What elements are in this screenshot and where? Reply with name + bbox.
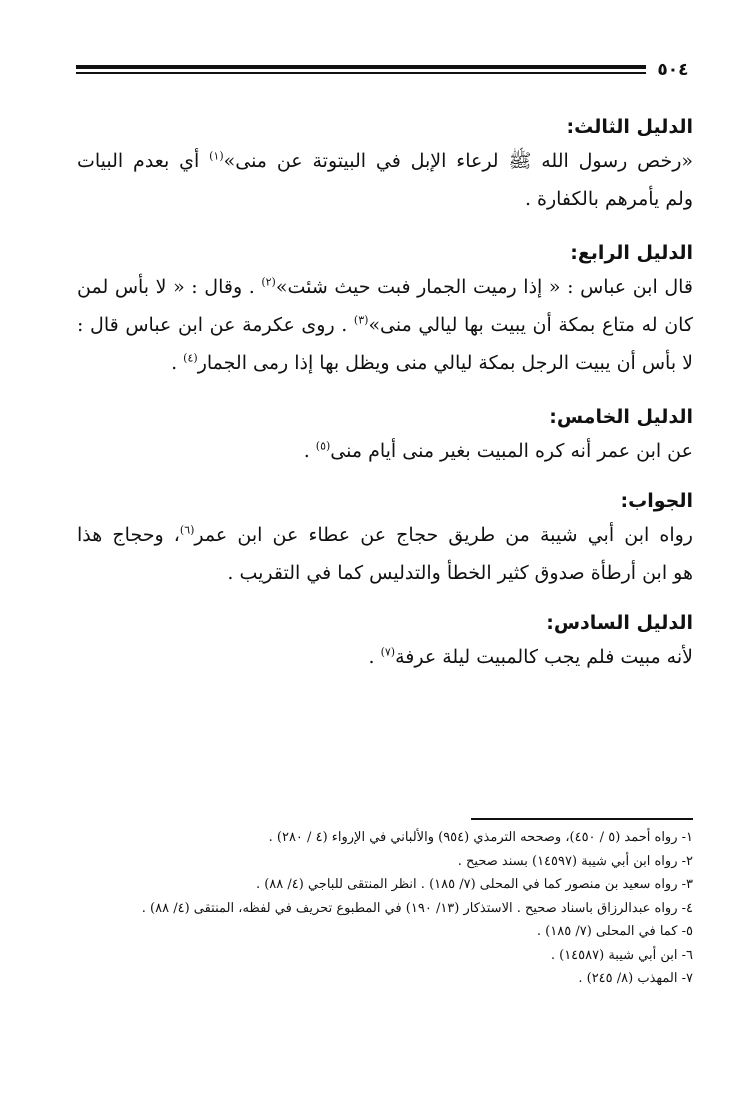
section-heading-answer: الجواب:	[620, 490, 693, 512]
footnote-ref[interactable]: (١)	[209, 149, 224, 163]
footnote-ref[interactable]: (٢)	[261, 275, 276, 289]
section-heading-sixth-evidence: الدليل السادس:	[546, 612, 693, 634]
header-rule-thin	[76, 72, 646, 74]
paragraph-line: هو ابن أرطأة صدوق كثير الخطأ والتدليس كما في التقريب .	[227, 562, 693, 584]
footnotes	[77, 826, 693, 991]
footnote-ref[interactable]: (٥)	[315, 439, 331, 453]
paragraph-line: كان له متاع بمكة أن يبيت بها ليالي منى»$^{(٣)}$ . روى عكرمة عن ابن عباس قال :	[77, 313, 693, 336]
page-number: ٥٠٤	[657, 60, 689, 80]
paragraph-line: لا بأس أن يبيت الرجل بمكة ليالي منى ويظل بها إذا رمى الجمار$^{(٤)}$ .	[171, 351, 693, 374]
header-rule-thick	[76, 65, 646, 69]
page-header	[76, 58, 696, 82]
section-heading-fourth-evidence: الدليل الرابع:	[570, 242, 693, 264]
section-heading-third-evidence: الدليل الثالث:	[566, 116, 693, 138]
footnote-4: ٤- رواه عبدالرزاق باسناد صحيح . الاستذكار (١٣/ ١٩٠) في المطبوع تحريف في لفظه، المنتقى (٤/ ٨٨) .	[141, 900, 693, 916]
footnote-ref[interactable]: (٣)	[353, 313, 369, 327]
footnote-ref[interactable]: (٤)	[183, 351, 198, 365]
paragraph-line: ولم يأمرهم بالكفارة .	[524, 188, 693, 210]
footnote-separator	[471, 818, 693, 820]
footnote-6: ٦- ابن أبي شيبة (١٤٥٨٧) .	[550, 947, 693, 963]
footnote-2: ٢- رواه ابن أبي شيبة (١٤٥٩٧) بسند صحيح .	[457, 853, 693, 869]
footnote-5: ٥- كما في المحلى (٧/ ١٨٥) .	[536, 924, 693, 939]
footnote-ref[interactable]: (٧)	[380, 645, 396, 659]
footnote-3: ٣- رواه سعيد بن منصور كما في المحلى (٧/ ١٨٥) . انظر المنتقى للباجي (٤/ ٨٨) .	[255, 877, 693, 892]
paragraph-line: لأنه مبيت فلم يجب كالمبيت ليلة عرفة$^{(٧)}$ .	[368, 645, 693, 668]
footnote-ref[interactable]: (٦)	[179, 523, 195, 537]
footnote-7: ٧- المهذب (٨/ ٢٤٥) .	[578, 971, 693, 986]
paragraph-line: قال ابن عباس : « إذا رميت الجمار فبت حيث شئت»$^{(٢)}$ . وقال : « لا بأس لمن	[77, 275, 694, 298]
section-heading-fifth-evidence: الدليل الخامس:	[549, 406, 693, 428]
main-text	[77, 112, 693, 676]
paragraph-line: رواه ابن أبي شيبة من طريق حجاج عن عطاء عن ابن عمر$^{(٦)}$، وحجاج هذا	[77, 523, 693, 546]
paragraph-line: عن ابن عمر أنه كره المبيت بغير منى أيام منى$^{(٥)}$ .	[303, 439, 693, 462]
paragraph-line: «رخص رسول الله ﷺ لرعاء الإبل في البيتوتة عن منى»$^{(١)}$ أي بعدم البيات	[77, 149, 694, 172]
footnote-1: ١- رواه أحمد (٥ / ٤٥٠)، وصححه الترمذي (٩٥٤) والألباني في الإرواء (٤ / ٢٨٠) .	[268, 830, 693, 845]
